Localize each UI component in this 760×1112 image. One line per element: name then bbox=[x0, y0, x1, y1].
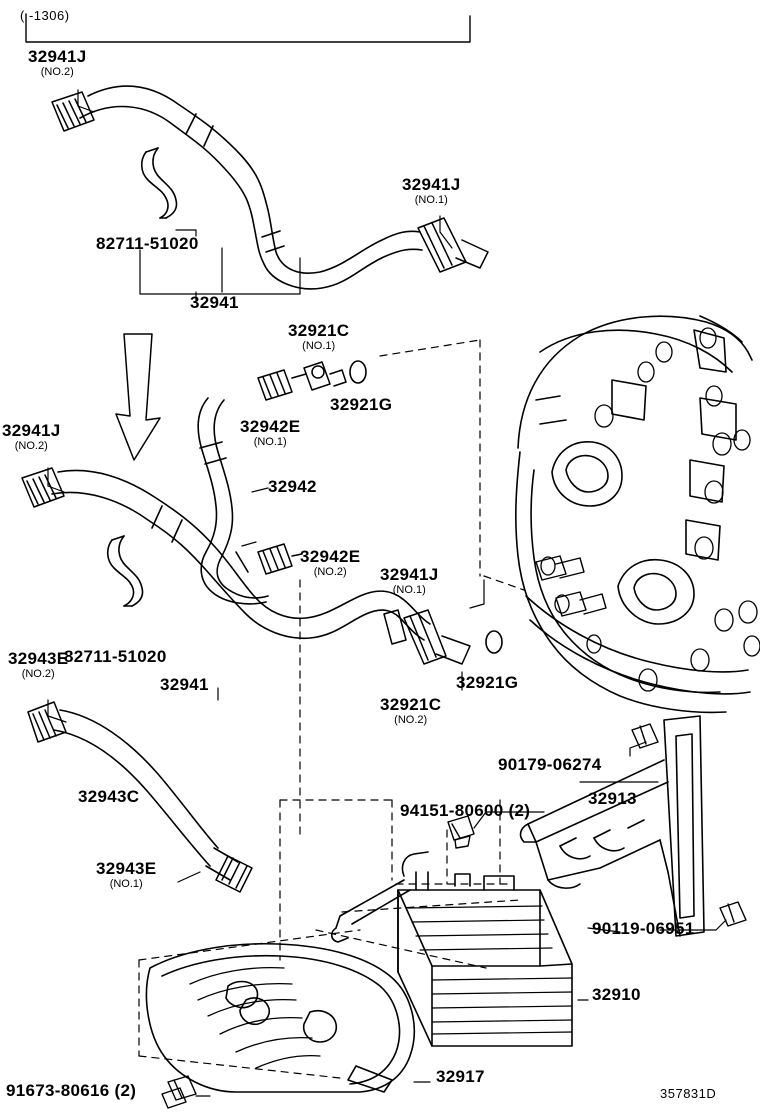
label-sub: (NO.1) bbox=[302, 339, 336, 352]
label-main: 32942 bbox=[268, 477, 317, 496]
label-sub: (NO.1) bbox=[253, 435, 287, 448]
label-32921c-no2 bbox=[380, 696, 441, 726]
label-32921g-lower bbox=[456, 674, 518, 692]
label-32921c-no1 bbox=[288, 322, 349, 352]
label-main: 32941J bbox=[28, 47, 87, 66]
sheet-code: 357831D bbox=[660, 1086, 717, 1101]
label-main: 90119-06951 bbox=[592, 919, 695, 938]
label-91673-80616 bbox=[6, 1082, 136, 1100]
label-sub: (NO.2) bbox=[14, 439, 48, 452]
label-main: 91673-80616 (2) bbox=[6, 1081, 137, 1100]
label-main: 82711-51020 bbox=[96, 234, 199, 253]
label-main: 32921C bbox=[380, 695, 442, 714]
label-main: 32943E bbox=[96, 859, 157, 878]
label-sub: (NO.1) bbox=[414, 193, 448, 206]
label-main: 32910 bbox=[592, 985, 641, 1004]
label-32941j-no2-mid bbox=[2, 422, 61, 452]
label-main: 32917 bbox=[436, 1067, 485, 1086]
label-32941j-no2-top bbox=[28, 48, 87, 78]
label-sub: (NO.2) bbox=[394, 713, 428, 726]
label-32917 bbox=[436, 1068, 485, 1086]
label-82711-51020-top bbox=[96, 235, 199, 253]
label-main: 32913 bbox=[588, 789, 637, 808]
label-32941j-no1-top bbox=[402, 176, 461, 206]
label-main: 94151-80600 (2) bbox=[400, 801, 531, 820]
label-32942e-no2 bbox=[300, 548, 360, 578]
label-32941j-no1-mid bbox=[380, 566, 439, 596]
label-32941-mid bbox=[160, 676, 209, 694]
label-main: 32942E bbox=[240, 417, 301, 436]
label-32942e-no1 bbox=[240, 418, 300, 448]
label-main: 32941 bbox=[160, 675, 209, 694]
label-82711-51020-mid bbox=[64, 648, 167, 666]
label-sub: (NO.1) bbox=[109, 877, 143, 890]
label-main: 32941J bbox=[2, 421, 61, 440]
label-main: 82711-51020 bbox=[64, 647, 167, 666]
label-32943c bbox=[78, 788, 139, 806]
label-32943e-no1 bbox=[96, 860, 156, 890]
diagram-range-note: ( -1306) bbox=[20, 8, 70, 23]
label-sub: (NO.1) bbox=[392, 583, 426, 596]
label-90179-06274 bbox=[498, 756, 602, 774]
label-sub: (NO.2) bbox=[21, 667, 55, 680]
label-main: 32942E bbox=[300, 547, 361, 566]
label-sub: (NO.2) bbox=[313, 565, 347, 578]
label-main: 32941J bbox=[380, 565, 439, 584]
label-32943e-no2 bbox=[8, 650, 68, 680]
label-main: 32941 bbox=[190, 293, 239, 312]
label-32942 bbox=[268, 478, 317, 496]
label-sub: (NO.2) bbox=[40, 65, 74, 78]
label-32941-top bbox=[190, 294, 239, 312]
label-32910 bbox=[592, 986, 641, 1004]
label-32921g-upper bbox=[330, 396, 392, 414]
label-main: 32943E bbox=[8, 649, 69, 668]
label-main: 32921C bbox=[288, 321, 350, 340]
label-main: 32941J bbox=[402, 175, 461, 194]
label-94151-80600 bbox=[400, 802, 530, 820]
label-main: 32921G bbox=[456, 673, 519, 692]
label-main: 90179-06274 bbox=[498, 755, 602, 774]
label-main: 32943C bbox=[78, 787, 140, 806]
label-90119-06951 bbox=[592, 920, 695, 938]
label-32913 bbox=[588, 790, 637, 808]
label-main: 32921G bbox=[330, 395, 393, 414]
